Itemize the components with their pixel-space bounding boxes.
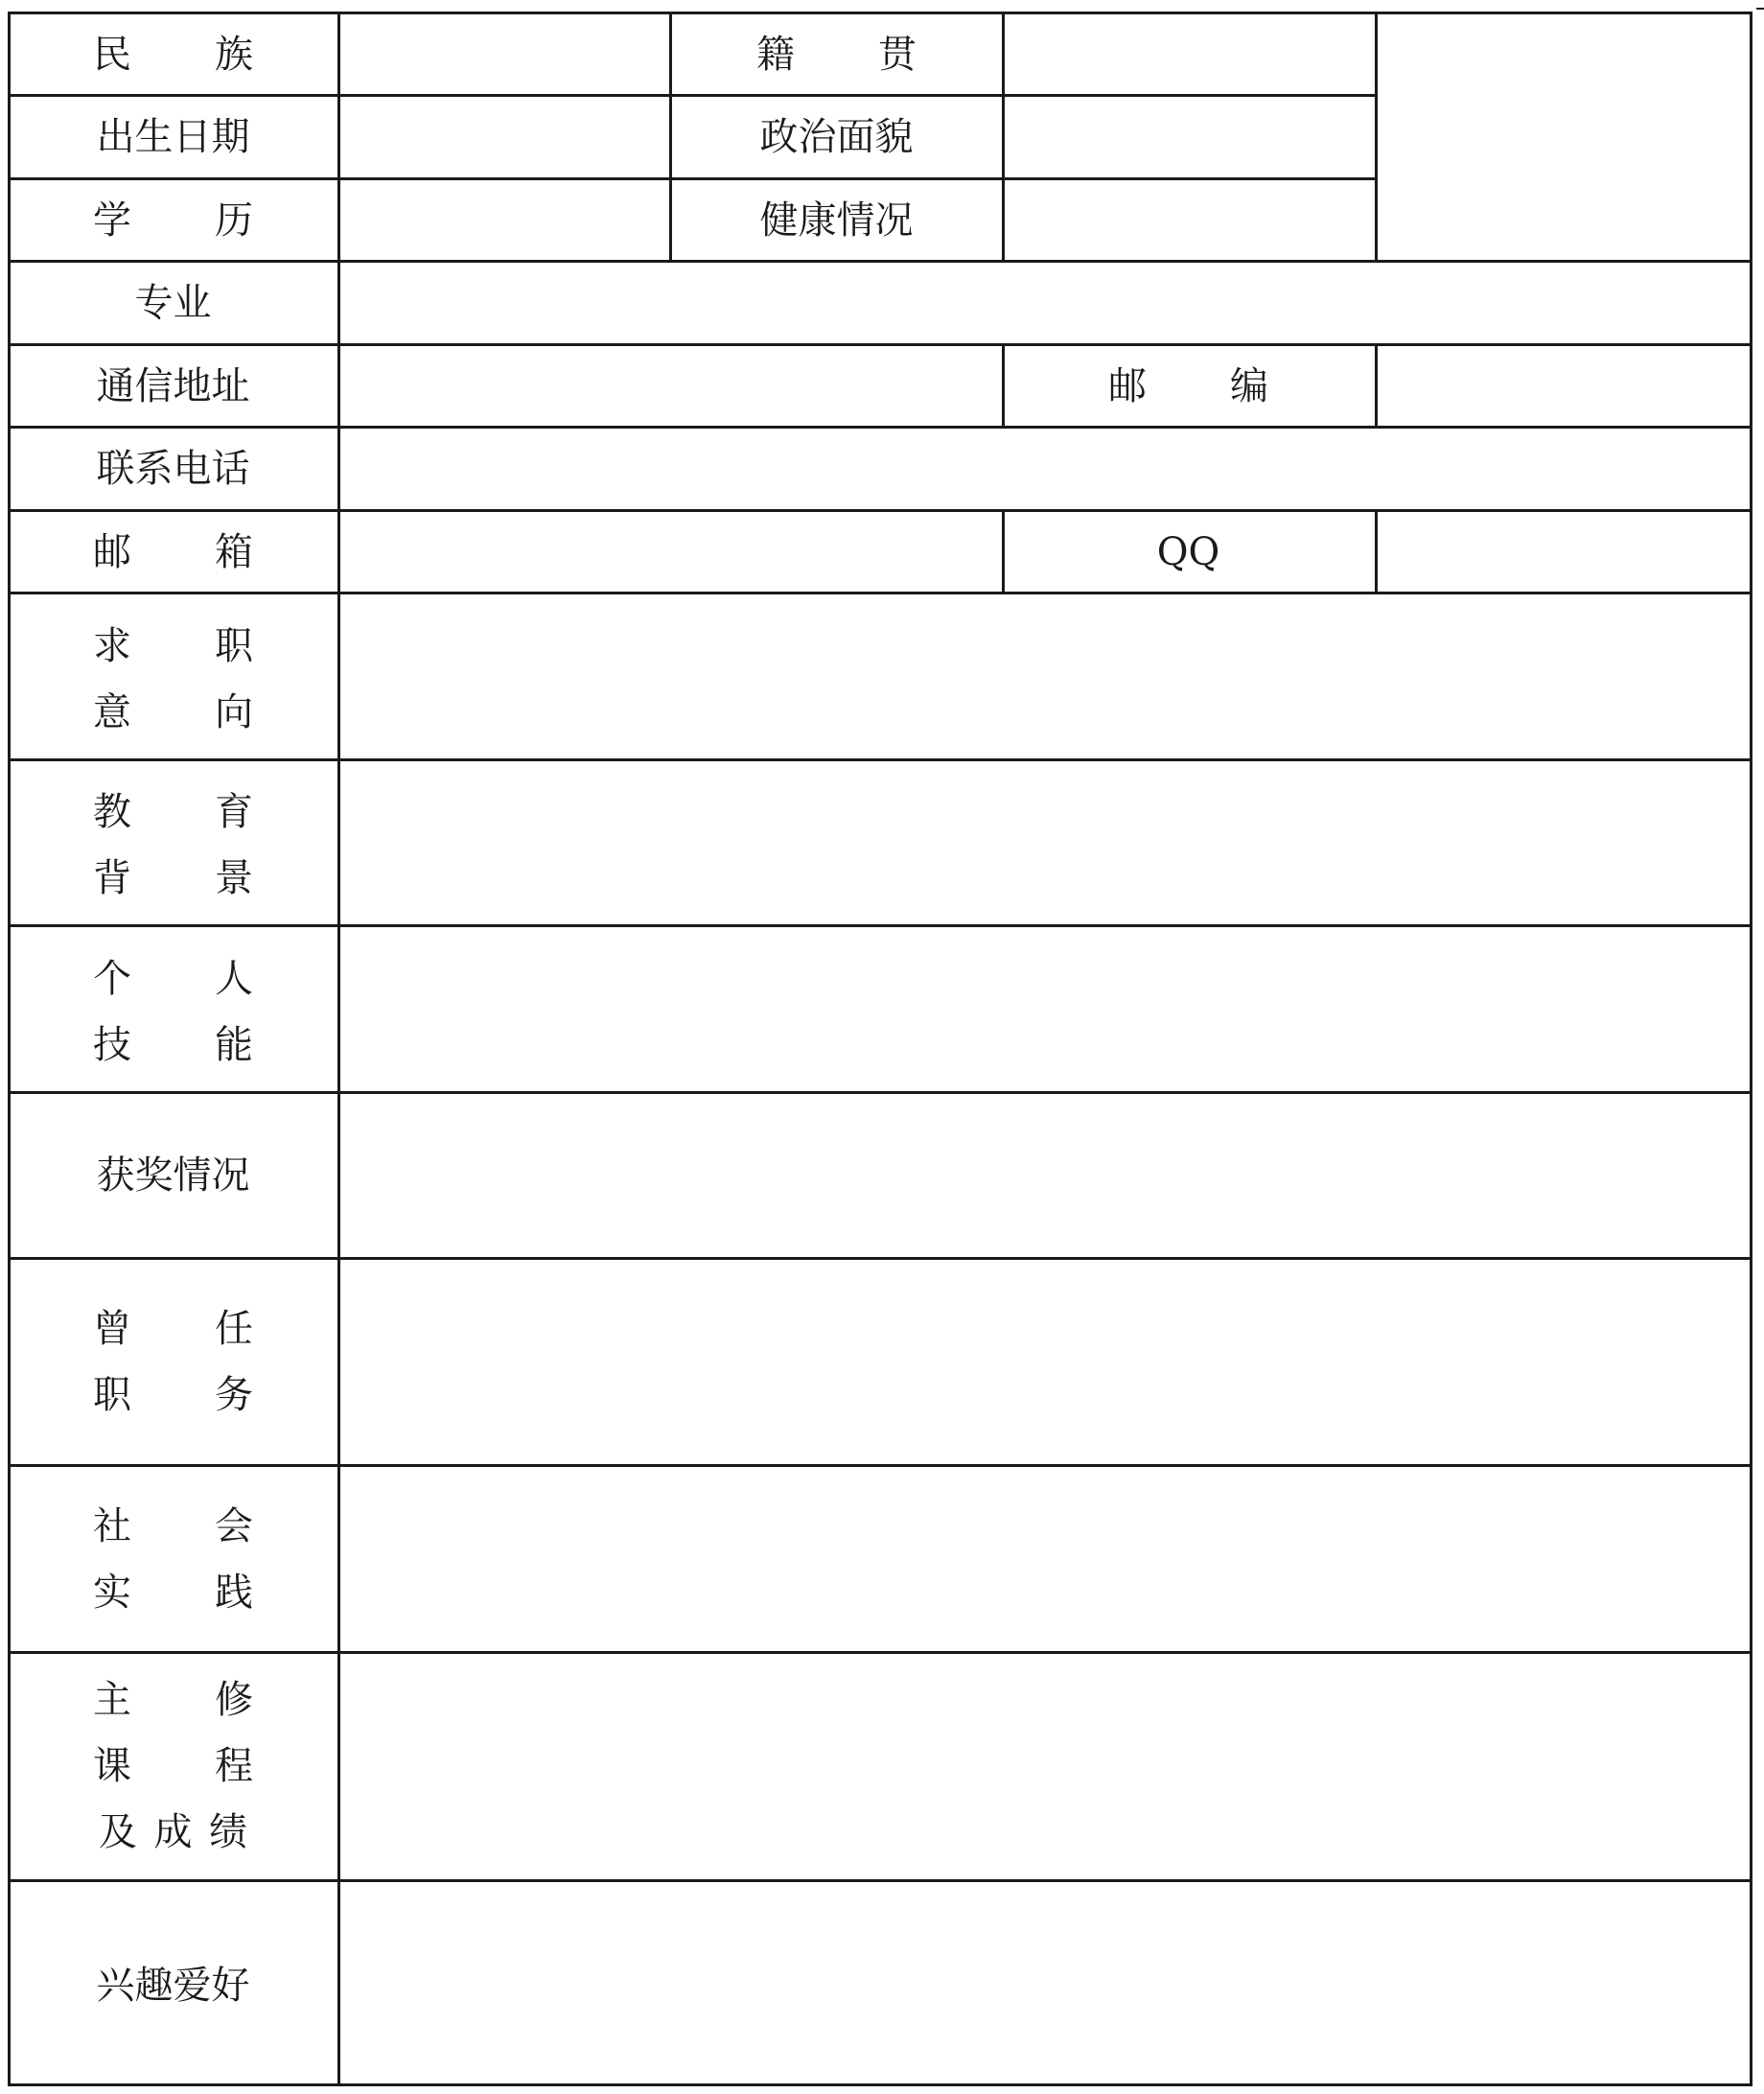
education-background-field[interactable] xyxy=(341,761,1749,923)
social-practice-field[interactable] xyxy=(341,1467,1749,1650)
column-divider xyxy=(1375,343,1378,429)
label-qq: QQ xyxy=(1156,530,1220,574)
address-field[interactable] xyxy=(341,346,1001,426)
photo-area[interactable] xyxy=(1379,14,1749,260)
ethnicity-field[interactable] xyxy=(341,14,668,94)
label-awards: 获奖情况 xyxy=(96,1153,250,1198)
table-border-left xyxy=(8,12,11,2086)
major-field[interactable] xyxy=(341,263,1749,342)
postcode-field[interactable] xyxy=(1379,346,1749,426)
label-positions: 曾 任 职 务 xyxy=(93,1306,253,1417)
label-political-status: 政治面貌 xyxy=(759,115,914,159)
label-ethnicity: 民 族 xyxy=(93,33,253,77)
positions-field[interactable] xyxy=(341,1260,1749,1463)
label-postcode: 邮 编 xyxy=(1108,364,1268,408)
hobbies-field[interactable] xyxy=(341,1882,1749,2082)
label-phone: 联系电话 xyxy=(96,447,250,491)
label-address: 通信地址 xyxy=(96,364,250,408)
job-intention-field[interactable] xyxy=(341,594,1749,757)
column-divider xyxy=(1002,509,1005,594)
label-social-practice: 社 会 实 践 xyxy=(93,1503,253,1615)
label-hobbies: 兴趣爱好 xyxy=(96,1964,250,2008)
phone-field[interactable] xyxy=(341,429,1749,508)
column-divider xyxy=(1002,12,1005,263)
label-birth-date: 出生日期 xyxy=(96,115,250,159)
birth-date-field[interactable] xyxy=(341,97,668,176)
table-border-right xyxy=(1750,12,1752,2086)
column-divider xyxy=(337,12,340,2086)
label-health: 健康情况 xyxy=(759,198,914,243)
column-divider xyxy=(1002,343,1005,429)
column-divider xyxy=(669,12,672,263)
political-status-field[interactable] xyxy=(1006,97,1374,176)
label-education-background: 教 育 背 景 xyxy=(93,789,253,900)
label-major: 专业 xyxy=(134,281,212,325)
health-field[interactable] xyxy=(1006,180,1374,260)
column-divider xyxy=(1375,509,1378,594)
label-email: 邮 箱 xyxy=(93,530,253,574)
label-skills: 个 人 技 能 xyxy=(93,956,253,1067)
label-education-level: 学 历 xyxy=(93,198,253,243)
courses-field[interactable] xyxy=(341,1654,1749,1878)
native-place-field[interactable] xyxy=(1006,14,1374,94)
column-divider xyxy=(1375,12,1378,263)
label-native-place: 籍 贯 xyxy=(756,33,917,77)
skills-field[interactable] xyxy=(341,927,1749,1090)
label-courses: 主 修 课 程 及 成 绩 xyxy=(93,1677,253,1854)
education-level-field[interactable] xyxy=(341,180,668,260)
table-border-bottom xyxy=(8,2083,1752,2086)
email-field[interactable] xyxy=(341,512,1001,592)
label-job-intention: 求 职 意 向 xyxy=(93,623,253,734)
awards-field[interactable] xyxy=(341,1094,1749,1256)
corner-mark xyxy=(1756,8,1764,10)
qq-field[interactable] xyxy=(1379,512,1749,592)
